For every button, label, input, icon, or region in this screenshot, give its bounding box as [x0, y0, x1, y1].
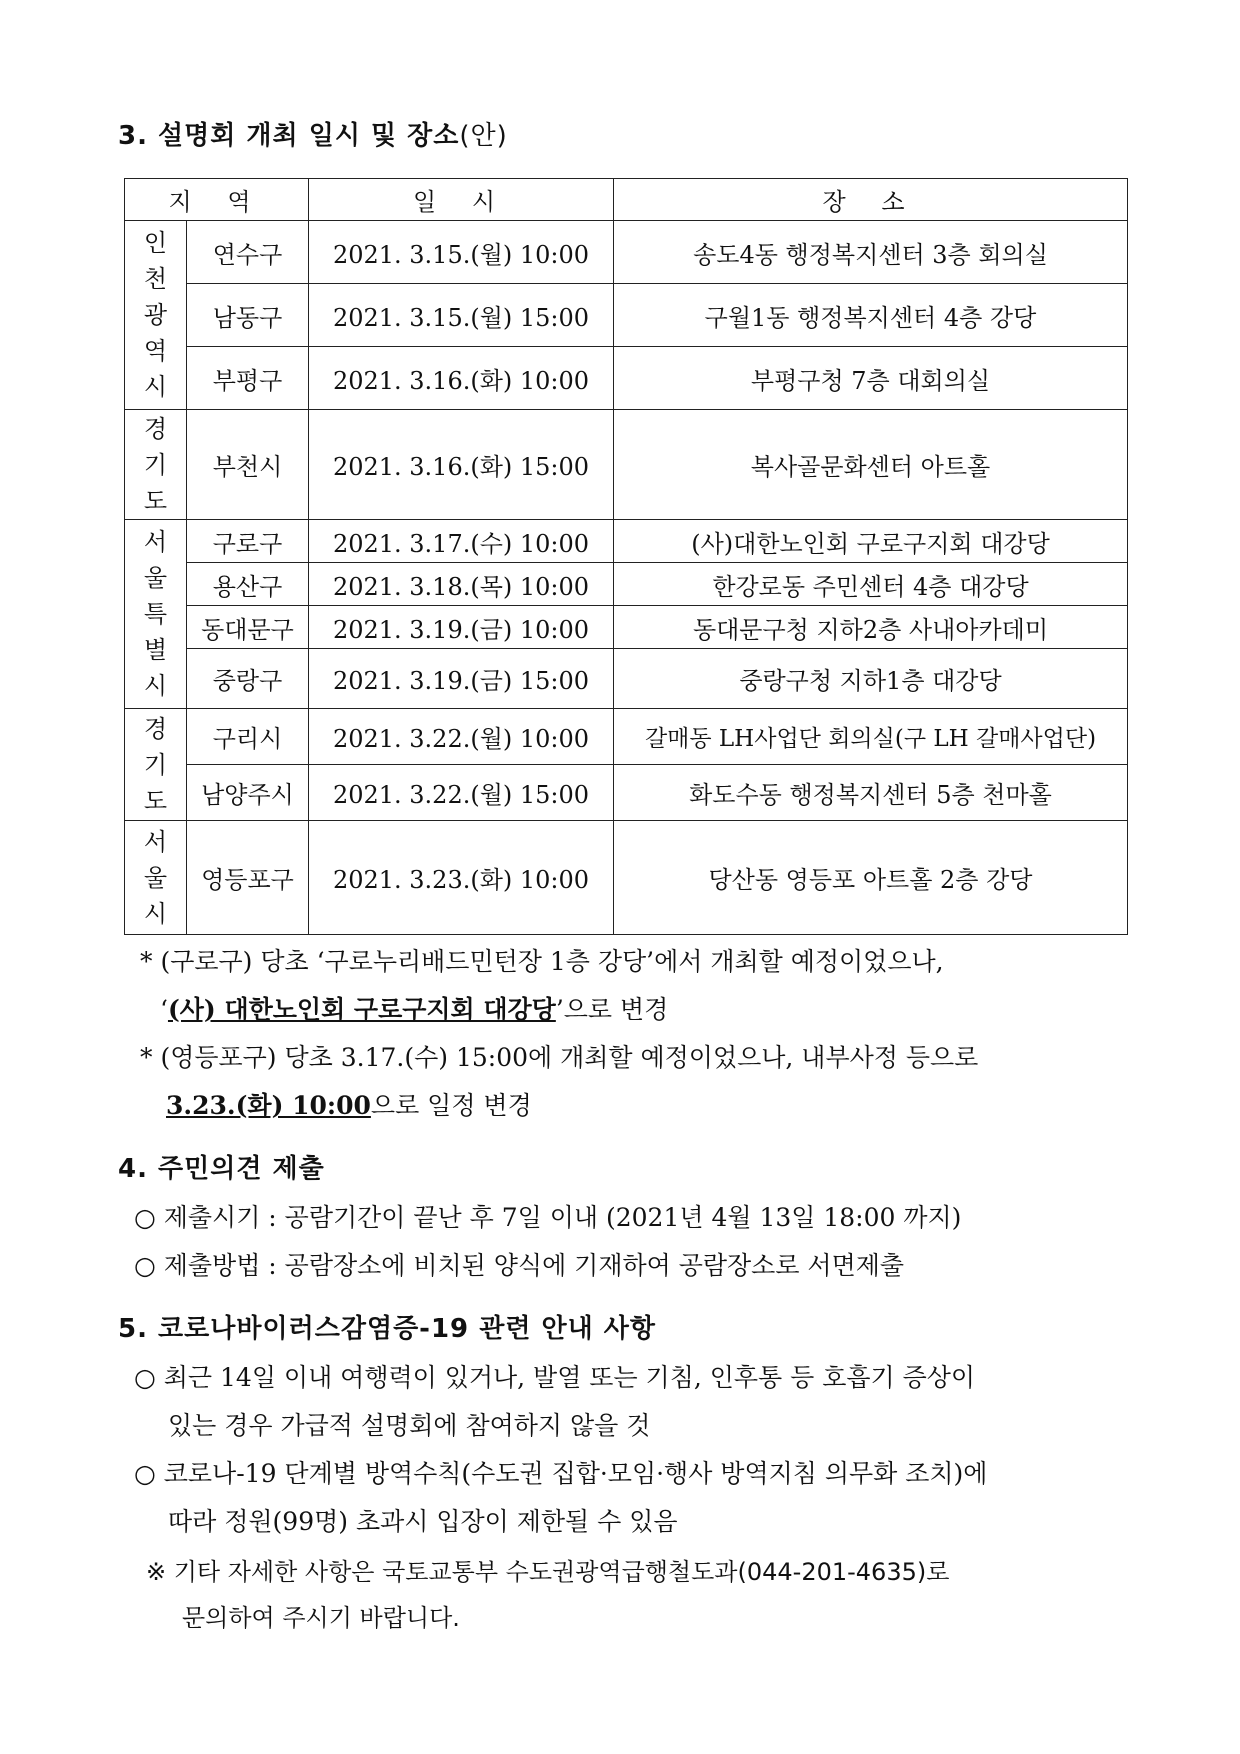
datetime-cell: 2021. 3.17.(수) 10:00 [309, 520, 614, 563]
region-cell-incheon [125, 221, 187, 410]
district-cell: 구로구 [187, 520, 309, 563]
section4-heading: 4. 주민의견 제출 [118, 1154, 325, 1184]
datetime-cell: 2021. 3.22.(월) 10:00 [309, 709, 614, 765]
venue-cell: 갈매동 LH사업단 회의실(구 LH 갈매사업단) [614, 709, 1128, 765]
datetime-cell: 2021. 3.18.(목) 10:00 [309, 563, 614, 606]
note-yeongdeungpo-line1: * (영등포구) 당초 3.17.(수) 15:00에 개최할 예정이었으나, 내부사정 등으로 [140, 1043, 979, 1072]
note-guro-line2 [160, 990, 668, 1026]
district-cell: 용산구 [187, 563, 309, 606]
region-char: 경 [143, 714, 168, 743]
datetime-cell: 2021. 3.23.(화) 10:00 [309, 821, 614, 935]
table-row [125, 649, 1128, 709]
region-char: 시 [143, 373, 168, 401]
region-char: 서 [143, 827, 168, 856]
region-char: 울 [143, 564, 168, 592]
section3-title-suffix: (안) [459, 121, 508, 151]
venue-cell: (사)대한노인회 구로구지회 대강당 [614, 520, 1128, 563]
region-char: 시 [143, 899, 168, 928]
district-cell: 부평구 [187, 347, 309, 410]
datetime-cell: 2021. 3.19.(금) 15:00 [309, 649, 614, 709]
district-cell: 영등포구 [187, 821, 309, 935]
section5-bullet2-line1: ○ 코로나-19 단계별 방역수칙(수도권 집합·모임·행사 방역지침 의무화 조치)에 [134, 1459, 988, 1488]
section5-bullet1-line2: 있는 경우 가급적 설명회에 참여하지 않을 것 [168, 1411, 651, 1440]
venue-cell: 복사골문화센터 아트홀 [614, 410, 1128, 520]
header-venue: 장 소 [614, 179, 1128, 221]
region-char: 별 [143, 636, 168, 664]
venue-cell: 당산동 영등포 아트홀 2층 강당 [614, 821, 1128, 935]
district-cell: 남양주시 [187, 765, 309, 821]
datetime-cell: 2021. 3.15.(월) 15:00 [309, 284, 614, 347]
region-char: 도 [143, 786, 168, 815]
table-row [125, 606, 1128, 649]
district-cell: 중랑구 [187, 649, 309, 709]
datetime-cell: 2021. 3.15.(월) 10:00 [309, 221, 614, 284]
venue-cell: 송도4동 행정복지센터 3층 회의실 [614, 221, 1128, 284]
district-cell: 연수구 [187, 221, 309, 284]
quote-open: ‘ [160, 995, 168, 1024]
region-char: 경 [143, 414, 168, 443]
region-char: 기 [143, 450, 168, 479]
table-row [125, 520, 1128, 563]
reference-line2: 문의하여 주시기 바랍니다. [182, 1604, 460, 1632]
schedule-table [124, 178, 1128, 935]
table-row [125, 221, 1128, 284]
table-row [125, 765, 1128, 821]
table-row [125, 410, 1128, 520]
note-guro-tail: ’으로 변경 [555, 995, 669, 1024]
table-row [125, 709, 1128, 765]
section5-heading: 5. 코로나바이러스감염증-19 관련 안내 사항 [118, 1314, 657, 1344]
table-header-row [125, 179, 1128, 221]
datetime-cell: 2021. 3.16.(화) 15:00 [309, 410, 614, 520]
section3-title: 3. 설명회 개최 일시 및 장소 [118, 121, 460, 151]
venue-cell: 구월1동 행정복지센터 4층 강당 [614, 284, 1128, 347]
region-char: 역 [143, 337, 168, 365]
note-yeongdeungpo-line2 [166, 1086, 532, 1122]
section5-bullet1-line1: ○ 최근 14일 이내 여행력이 있거나, 발열 또는 기침, 인후통 등 호흡기 증상이 [134, 1363, 976, 1392]
note-yeongdeungpo-tail: 으로 일정 변경 [370, 1091, 532, 1120]
district-cell: 남동구 [187, 284, 309, 347]
venue-cell: 동대문구청 지하2층 사내아카데미 [614, 606, 1128, 649]
section4-bullet-method: ○ 제출방법 : 공람장소에 비치된 양식에 기재하여 공람장소로 서면제출 [134, 1251, 905, 1280]
section4-bullet-period: ○ 제출시기 : 공람기간이 끝난 후 7일 이내 (2021년 4월 13일 18:00 까지) [134, 1203, 962, 1232]
note-guro-new-venue: (사) 대한노인회 구로구지회 대강당 [167, 995, 556, 1024]
datetime-cell: 2021. 3.16.(화) 10:00 [309, 347, 614, 410]
region-char: 인 [143, 229, 168, 257]
table-row [125, 821, 1128, 935]
header-datetime: 일 시 [309, 179, 614, 221]
region-char: 시 [143, 672, 168, 700]
datetime-cell: 2021. 3.19.(금) 10:00 [309, 606, 614, 649]
note-guro-line1: * (구로구) 당초 ‘구로누리배드민턴장 1층 강당’에서 개최할 예정이었으나, [140, 947, 944, 976]
region-cell-seoul-2 [125, 821, 187, 935]
district-cell: 구리시 [187, 709, 309, 765]
region-cell-seoul [125, 520, 187, 709]
region-char: 기 [143, 750, 168, 779]
district-cell: 부천시 [187, 410, 309, 520]
note-yeongdeungpo-new-time: 3.23.(화) 10:00 [166, 1091, 371, 1120]
table-row [125, 563, 1128, 606]
datetime-cell: 2021. 3.22.(월) 15:00 [309, 765, 614, 821]
venue-cell: 부평구청 7층 대회의실 [614, 347, 1128, 410]
district-cell: 동대문구 [187, 606, 309, 649]
region-char: 광 [143, 301, 168, 329]
table-row [125, 284, 1128, 347]
region-char: 천 [143, 265, 168, 293]
region-char: 울 [143, 863, 168, 892]
header-region: 지 역 [125, 179, 309, 221]
venue-cell: 중랑구청 지하1층 대강당 [614, 649, 1128, 709]
venue-cell: 화도수동 행정복지센터 5층 천마홀 [614, 765, 1128, 821]
reference-line1: ※ 기타 자세한 사항은 국토교통부 수도권광역급행철도과(044-201-4635)로 [146, 1558, 950, 1586]
table-row [125, 347, 1128, 410]
region-cell-gyeonggi-2 [125, 709, 187, 821]
region-cell-gyeonggi [125, 410, 187, 520]
venue-cell: 한강로동 주민센터 4층 대강당 [614, 563, 1128, 606]
region-char: 서 [143, 528, 168, 556]
section3-heading [118, 115, 508, 152]
region-char: 도 [143, 486, 168, 515]
region-char: 특 [143, 600, 168, 628]
section5-bullet2-line2: 따라 정원(99명) 초과시 입장이 제한될 수 있음 [168, 1507, 678, 1536]
